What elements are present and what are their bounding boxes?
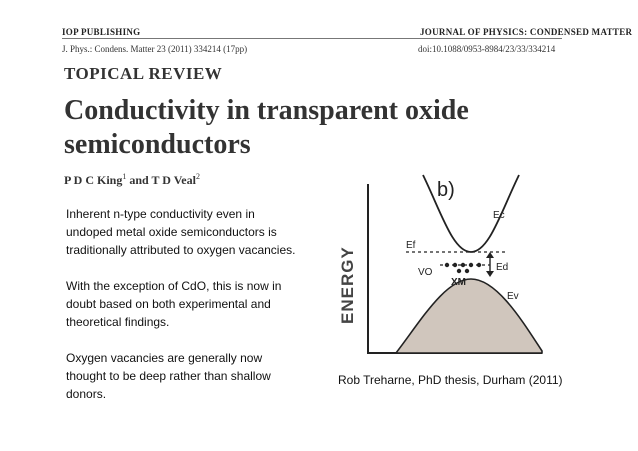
section-label: TOPICAL REVIEW — [64, 64, 223, 83]
paragraph-3: Oxygen vacancies are generally now thought to be deep rather than shallow donors. — [66, 351, 271, 401]
panel-label: b) — [437, 179, 455, 201]
ed-arrow-head-down — [486, 271, 494, 277]
journal-citation: J. Phys.: Condens. Matter 23 (2011) 334214 (17pp) — [62, 44, 248, 54]
ec-label: Ec — [493, 210, 505, 221]
paper-title: Conductivity in transparent oxide semiconductors — [64, 95, 469, 160]
ef-label: Ef — [406, 240, 416, 251]
donor-state — [445, 263, 449, 267]
header-rule — [62, 38, 562, 39]
journal-name: JOURNAL OF PHYSICS: CONDENSED MATTER — [420, 27, 633, 37]
author-1: P D C King — [64, 173, 123, 187]
paragraph-1: Inherent n-type conductivity even in undoped metal oxide semiconductors is traditionally attributed to oxygen vacancies. — [66, 207, 296, 257]
doi: doi:10.1088/0953-8984/23/33/334214 — [418, 44, 556, 54]
ed-arrow-head-up — [486, 252, 494, 258]
paragraph-2: With the exception of CdO, this is now in doubt based on both experimental and theoretical findings. — [66, 279, 282, 329]
body-text-box — [57, 195, 297, 405]
band-diagram — [320, 172, 560, 372]
donor-state — [465, 269, 469, 273]
donor-state — [457, 269, 461, 273]
affiliation-1: 1 — [122, 172, 127, 181]
donor-state — [477, 263, 481, 267]
vo-label: VO — [418, 267, 433, 278]
ev-label: Ev — [507, 291, 519, 302]
donor-state — [469, 263, 473, 267]
authors — [64, 172, 200, 188]
band-diagram-figure — [320, 172, 560, 372]
affiliation-2: 2 — [195, 172, 200, 181]
donor-state — [461, 263, 465, 267]
donor-state — [453, 263, 457, 267]
publisher-name: IOP PUBLISHING — [62, 27, 141, 37]
ed-label: Ed — [496, 262, 509, 273]
energy-axis-label: ENERGY — [338, 246, 357, 324]
author-2: and T D Veal — [126, 173, 196, 187]
figure-caption: Rob Treharne, PhD thesis, Durham (2011) — [338, 373, 563, 387]
valence-band — [396, 279, 542, 353]
xm-label: XM — [451, 277, 466, 288]
